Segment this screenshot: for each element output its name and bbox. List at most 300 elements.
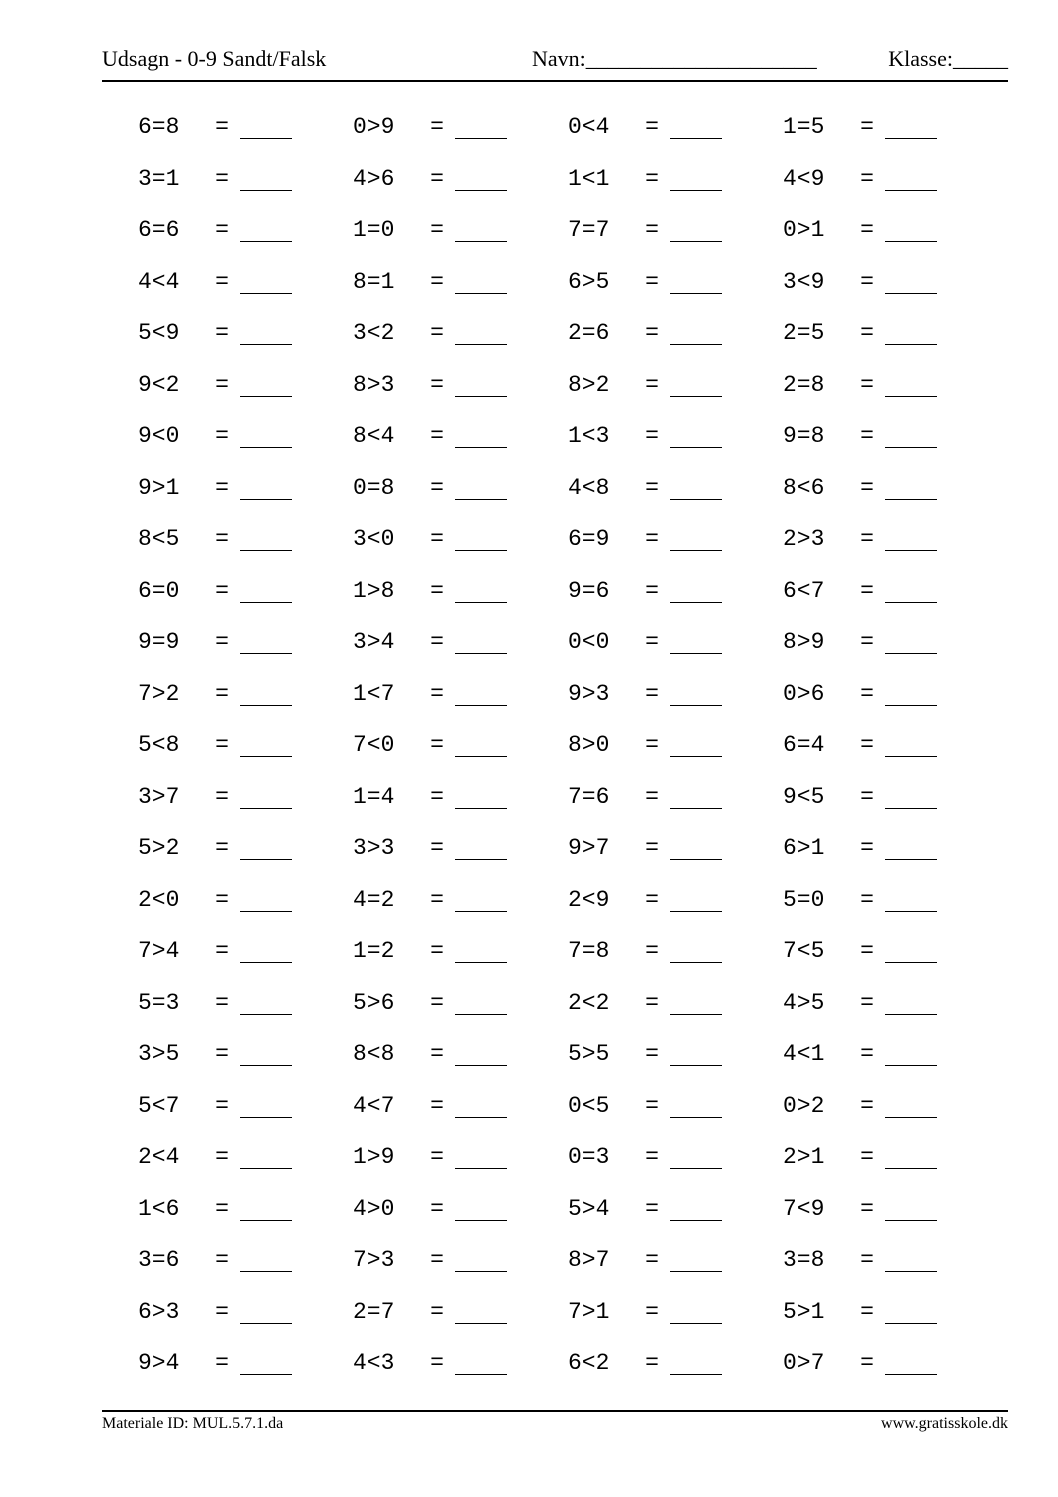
statement: 8<8 <box>353 1041 395 1067</box>
answer-blank[interactable] <box>670 934 722 963</box>
exercise-row <box>138 728 998 780</box>
answer-blank[interactable] <box>885 522 937 551</box>
exercise-item <box>783 677 998 729</box>
statement: 2>3 <box>783 526 825 552</box>
equals-sign: = <box>430 526 444 552</box>
answer-blank[interactable] <box>240 213 292 242</box>
answer-blank[interactable] <box>455 316 507 345</box>
equals-sign: = <box>215 114 229 140</box>
equals-sign: = <box>645 165 659 192</box>
equals-sign: = <box>215 886 229 913</box>
answer-blank[interactable] <box>455 162 507 191</box>
exercise-item <box>568 1243 783 1295</box>
exercise-item <box>568 934 783 986</box>
exercise-item <box>138 883 353 935</box>
answer-blank[interactable] <box>240 625 292 654</box>
answer-blank[interactable] <box>240 1140 292 1169</box>
answer-blank[interactable] <box>885 110 937 139</box>
answer-blank[interactable] <box>670 1346 722 1375</box>
statement: 2<4 <box>138 1144 180 1170</box>
statement: 6>1 <box>783 835 825 861</box>
statement: 4<7 <box>353 1092 395 1119</box>
answer-blank[interactable] <box>670 780 722 809</box>
answer-blank[interactable] <box>240 522 292 551</box>
statement: 0<4 <box>568 114 610 140</box>
equals-sign: = <box>645 371 659 398</box>
statement: 3<0 <box>353 526 395 552</box>
equals-sign: = <box>860 1298 874 1325</box>
exercise-item <box>353 265 568 317</box>
statement: 2<2 <box>568 989 610 1016</box>
answer-blank[interactable] <box>240 728 292 757</box>
exercise-item <box>783 1346 998 1398</box>
exercise-item <box>568 625 783 677</box>
answer-blank[interactable] <box>670 883 722 912</box>
equals-sign: = <box>430 1195 444 1222</box>
statement: 1=4 <box>353 783 395 810</box>
exercise-row <box>138 986 998 1038</box>
answer-blank[interactable] <box>670 677 722 706</box>
answer-blank[interactable] <box>885 1243 937 1272</box>
exercise-item <box>783 522 998 574</box>
exercise-item <box>568 471 783 523</box>
equals-sign: = <box>860 732 874 758</box>
statement: 8<6 <box>783 474 825 501</box>
equals-sign: = <box>215 1092 229 1119</box>
equals-sign: = <box>215 680 229 707</box>
statement: 6=4 <box>783 732 825 758</box>
answer-blank[interactable] <box>670 110 722 139</box>
exercise-item <box>568 368 783 420</box>
equals-sign: = <box>860 371 874 398</box>
statement: 4>6 <box>353 165 395 192</box>
answer-blank[interactable] <box>455 1295 507 1324</box>
exercise-row <box>138 471 998 523</box>
answer-blank[interactable] <box>885 213 937 242</box>
statement: 3=8 <box>783 1247 825 1273</box>
statement: 8>7 <box>568 1247 610 1273</box>
statement: 9>3 <box>568 680 610 707</box>
answer-blank[interactable] <box>885 831 937 860</box>
exercise-row <box>138 1243 998 1295</box>
equals-sign: = <box>645 474 659 501</box>
answer-blank[interactable] <box>455 780 507 809</box>
equals-sign: = <box>860 938 874 964</box>
answer-blank[interactable] <box>670 625 722 654</box>
exercise-item <box>353 574 568 626</box>
answer-blank[interactable] <box>455 728 507 757</box>
exercise-item <box>783 162 998 214</box>
exercise-item <box>353 162 568 214</box>
answer-blank[interactable] <box>885 316 937 345</box>
answer-blank[interactable] <box>240 1243 292 1272</box>
answer-blank[interactable] <box>455 110 507 139</box>
statement: 9<2 <box>138 371 180 398</box>
answer-blank[interactable] <box>455 1037 507 1066</box>
statement: 9>7 <box>568 835 610 861</box>
answer-blank[interactable] <box>240 110 292 139</box>
answer-blank[interactable] <box>670 1243 722 1272</box>
answer-blank[interactable] <box>240 471 292 500</box>
exercise-item <box>568 1192 783 1244</box>
exercise-item <box>353 522 568 574</box>
answer-blank[interactable] <box>455 574 507 603</box>
exercise-row <box>138 213 998 265</box>
answer-blank[interactable] <box>885 1192 937 1221</box>
exercise-item <box>353 316 568 368</box>
answer-blank[interactable] <box>240 1295 292 1324</box>
exercise-item <box>783 265 998 317</box>
equals-sign: = <box>430 474 444 501</box>
equals-sign: = <box>860 165 874 192</box>
statement: 0>6 <box>783 680 825 707</box>
answer-blank[interactable] <box>455 419 507 448</box>
answer-blank[interactable] <box>670 728 722 757</box>
statement: 3<2 <box>353 320 395 346</box>
equals-sign: = <box>430 629 444 655</box>
exercise-item <box>568 1346 783 1398</box>
exercise-item <box>353 419 568 471</box>
statement: 1=0 <box>353 217 395 243</box>
answer-blank[interactable] <box>455 1089 507 1118</box>
statement: 4>5 <box>783 989 825 1016</box>
equals-sign: = <box>645 526 659 552</box>
statement: 8>0 <box>568 732 610 758</box>
exercise-item <box>783 831 998 883</box>
statement: 3=6 <box>138 1247 180 1273</box>
statement: 5>6 <box>353 989 395 1016</box>
equals-sign: = <box>860 114 874 140</box>
exercise-item <box>138 1243 353 1295</box>
exercise-item <box>138 1089 353 1141</box>
equals-sign: = <box>215 1247 229 1273</box>
statement: 2>1 <box>783 1144 825 1170</box>
equals-sign: = <box>430 577 444 604</box>
answer-blank[interactable] <box>240 574 292 603</box>
exercise-item <box>783 110 998 162</box>
statement: 0<5 <box>568 1092 610 1119</box>
answer-blank[interactable] <box>885 1089 937 1118</box>
exercise-row <box>138 1192 998 1244</box>
statement: 8>9 <box>783 629 825 655</box>
exercise-item <box>138 728 353 780</box>
answer-blank[interactable] <box>240 316 292 345</box>
material-id: Materiale ID: MUL.5.7.1.da <box>102 1415 284 1432</box>
answer-blank[interactable] <box>670 1037 722 1066</box>
equals-sign: = <box>430 938 444 964</box>
equals-sign: = <box>860 268 874 295</box>
equals-sign: = <box>430 732 444 758</box>
answer-blank[interactable] <box>885 780 937 809</box>
answer-blank[interactable] <box>885 883 937 912</box>
statement: 8<5 <box>138 526 180 552</box>
website-link[interactable]: www.gratisskole.dk <box>881 1415 1008 1432</box>
statement: 5<9 <box>138 320 180 346</box>
statement: 9=6 <box>568 577 610 604</box>
answer-blank[interactable] <box>885 574 937 603</box>
exercise-item <box>353 677 568 729</box>
header-divider <box>102 80 1008 82</box>
equals-sign: = <box>645 680 659 707</box>
exercise-item <box>568 728 783 780</box>
equals-sign: = <box>430 423 444 449</box>
answer-blank[interactable] <box>885 1346 937 1375</box>
statement: 2=7 <box>353 1298 395 1325</box>
answer-blank[interactable] <box>670 986 722 1015</box>
exercise-item <box>783 213 998 265</box>
answer-blank[interactable] <box>670 471 722 500</box>
answer-blank[interactable] <box>455 1243 507 1272</box>
answer-blank[interactable] <box>240 883 292 912</box>
statement: 6=9 <box>568 526 610 552</box>
exercise-item <box>138 625 353 677</box>
equals-sign: = <box>215 783 229 810</box>
answer-blank[interactable] <box>670 265 722 294</box>
answer-blank[interactable] <box>455 883 507 912</box>
exercise-item <box>783 1295 998 1347</box>
statement: 6=6 <box>138 217 180 243</box>
exercise-item <box>783 574 998 626</box>
answer-blank[interactable] <box>670 1192 722 1221</box>
statement: 7>1 <box>568 1298 610 1325</box>
statement: 5>2 <box>138 835 180 861</box>
answer-blank[interactable] <box>885 368 937 397</box>
exercise-item <box>568 574 783 626</box>
exercise-item <box>353 471 568 523</box>
equals-sign: = <box>645 577 659 604</box>
statement: 3>7 <box>138 783 180 810</box>
exercise-item <box>353 780 568 832</box>
equals-sign: = <box>430 1041 444 1067</box>
equals-sign: = <box>430 680 444 707</box>
equals-sign: = <box>430 268 444 295</box>
answer-blank[interactable] <box>670 419 722 448</box>
exercise-item <box>783 316 998 368</box>
statement: 7<5 <box>783 938 825 964</box>
exercise-item <box>568 677 783 729</box>
statement: 8<4 <box>353 423 395 449</box>
equals-sign: = <box>860 783 874 810</box>
equals-sign: = <box>645 938 659 964</box>
equals-sign: = <box>215 1350 229 1376</box>
exercise-row <box>138 1140 998 1192</box>
equals-sign: = <box>645 989 659 1016</box>
statement: 1>8 <box>353 577 395 604</box>
equals-sign: = <box>645 835 659 861</box>
exercise-item <box>568 213 783 265</box>
answer-blank[interactable] <box>885 419 937 448</box>
exercise-item <box>568 1037 783 1089</box>
exercise-item <box>568 162 783 214</box>
statement: 9=9 <box>138 629 180 655</box>
exercise-item <box>783 625 998 677</box>
exercise-item <box>783 1140 998 1192</box>
equals-sign: = <box>860 1247 874 1273</box>
answer-blank[interactable] <box>455 265 507 294</box>
answer-blank[interactable] <box>670 1140 722 1169</box>
statement: 6=0 <box>138 577 180 604</box>
equals-sign: = <box>215 423 229 449</box>
statement: 6>3 <box>138 1298 180 1325</box>
answer-blank[interactable] <box>455 213 507 242</box>
equals-sign: = <box>430 1350 444 1376</box>
statement: 7=7 <box>568 217 610 243</box>
answer-blank[interactable] <box>455 1346 507 1375</box>
equals-sign: = <box>430 1247 444 1273</box>
exercise-item <box>568 316 783 368</box>
answer-blank[interactable] <box>885 1140 937 1169</box>
statement: 0=3 <box>568 1144 610 1170</box>
statement: 9>4 <box>138 1350 180 1376</box>
exercise-row <box>138 316 998 368</box>
equals-sign: = <box>645 320 659 346</box>
exercise-grid <box>138 110 998 1398</box>
equals-sign: = <box>215 577 229 604</box>
statement: 8=1 <box>353 268 395 295</box>
statement: 0>2 <box>783 1092 825 1119</box>
equals-sign: = <box>645 1195 659 1222</box>
statement: 5>1 <box>783 1298 825 1325</box>
exercise-item <box>568 419 783 471</box>
answer-blank[interactable] <box>885 677 937 706</box>
exercise-item <box>138 265 353 317</box>
equals-sign: = <box>215 526 229 552</box>
exercise-item <box>353 1140 568 1192</box>
exercise-item <box>353 368 568 420</box>
exercise-item <box>138 213 353 265</box>
equals-sign: = <box>860 1195 874 1222</box>
answer-blank[interactable] <box>885 986 937 1015</box>
answer-blank[interactable] <box>240 1192 292 1221</box>
equals-sign: = <box>860 1092 874 1119</box>
answer-blank[interactable] <box>670 1089 722 1118</box>
statement: 0>9 <box>353 114 395 140</box>
equals-sign: = <box>645 423 659 449</box>
class-field[interactable]: Klasse:_____ <box>888 46 1008 71</box>
statement: 2=6 <box>568 320 610 346</box>
equals-sign: = <box>430 320 444 346</box>
statement: 4<4 <box>138 268 180 295</box>
exercise-row <box>138 883 998 935</box>
exercise-item <box>138 162 353 214</box>
exercise-item <box>783 368 998 420</box>
answer-blank[interactable] <box>885 265 937 294</box>
exercise-item <box>568 522 783 574</box>
exercise-row <box>138 831 998 883</box>
answer-blank[interactable] <box>240 1089 292 1118</box>
answer-blank[interactable] <box>455 1140 507 1169</box>
equals-sign: = <box>860 629 874 655</box>
answer-blank[interactable] <box>455 625 507 654</box>
answer-blank[interactable] <box>670 1295 722 1324</box>
answer-blank[interactable] <box>885 728 937 757</box>
equals-sign: = <box>860 1350 874 1376</box>
statement: 0>7 <box>783 1350 825 1376</box>
exercise-item <box>138 831 353 883</box>
answer-blank[interactable] <box>240 162 292 191</box>
exercise-item <box>568 986 783 1038</box>
answer-blank[interactable] <box>670 831 722 860</box>
equals-sign: = <box>215 320 229 346</box>
answer-blank[interactable] <box>670 574 722 603</box>
equals-sign: = <box>645 732 659 758</box>
equals-sign: = <box>215 1144 229 1170</box>
equals-sign: = <box>215 1195 229 1222</box>
answer-blank[interactable] <box>455 471 507 500</box>
answer-blank[interactable] <box>455 934 507 963</box>
equals-sign: = <box>645 217 659 243</box>
equals-sign: = <box>645 783 659 810</box>
answer-blank[interactable] <box>240 831 292 860</box>
answer-blank[interactable] <box>455 986 507 1015</box>
answer-blank[interactable] <box>885 162 937 191</box>
equals-sign: = <box>645 1041 659 1067</box>
equals-sign: = <box>430 114 444 140</box>
exercise-row <box>138 419 998 471</box>
answer-blank[interactable] <box>240 1037 292 1066</box>
exercise-item <box>568 1140 783 1192</box>
equals-sign: = <box>645 1144 659 1170</box>
answer-blank[interactable] <box>670 162 722 191</box>
answer-blank[interactable] <box>240 986 292 1015</box>
answer-blank[interactable] <box>670 213 722 242</box>
exercise-row <box>138 574 998 626</box>
answer-blank[interactable] <box>885 1295 937 1324</box>
answer-blank[interactable] <box>670 316 722 345</box>
exercise-item <box>353 883 568 935</box>
statement: 8>2 <box>568 371 610 398</box>
answer-blank[interactable] <box>240 780 292 809</box>
equals-sign: = <box>430 165 444 192</box>
equals-sign: = <box>430 886 444 913</box>
answer-blank[interactable] <box>240 934 292 963</box>
answer-blank[interactable] <box>240 677 292 706</box>
answer-blank[interactable] <box>455 677 507 706</box>
exercise-item <box>353 1346 568 1398</box>
answer-blank[interactable] <box>455 522 507 551</box>
answer-blank[interactable] <box>670 522 722 551</box>
statement: 4=2 <box>353 886 395 913</box>
exercise-item <box>353 625 568 677</box>
statement: 7<0 <box>353 732 395 758</box>
answer-blank[interactable] <box>885 1037 937 1066</box>
answer-blank[interactable] <box>240 265 292 294</box>
equals-sign: = <box>215 371 229 398</box>
answer-blank[interactable] <box>240 368 292 397</box>
answer-blank[interactable] <box>455 831 507 860</box>
answer-blank[interactable] <box>240 419 292 448</box>
answer-blank[interactable] <box>885 625 937 654</box>
answer-blank[interactable] <box>455 1192 507 1221</box>
exercise-item <box>783 934 998 986</box>
equals-sign: = <box>430 989 444 1016</box>
equals-sign: = <box>430 835 444 861</box>
equals-sign: = <box>430 217 444 243</box>
statement: 1=5 <box>783 114 825 140</box>
equals-sign: = <box>860 526 874 552</box>
answer-blank[interactable] <box>670 368 722 397</box>
answer-blank[interactable] <box>885 471 937 500</box>
exercise-item <box>783 1037 998 1089</box>
answer-blank[interactable] <box>240 1346 292 1375</box>
answer-blank[interactable] <box>455 368 507 397</box>
answer-blank[interactable] <box>885 934 937 963</box>
exercise-item <box>783 986 998 1038</box>
statement: 3>4 <box>353 629 395 655</box>
statement: 5<7 <box>138 1092 180 1119</box>
name-field[interactable]: Navn:_____________________ <box>532 46 817 71</box>
equals-sign: = <box>430 1144 444 1170</box>
